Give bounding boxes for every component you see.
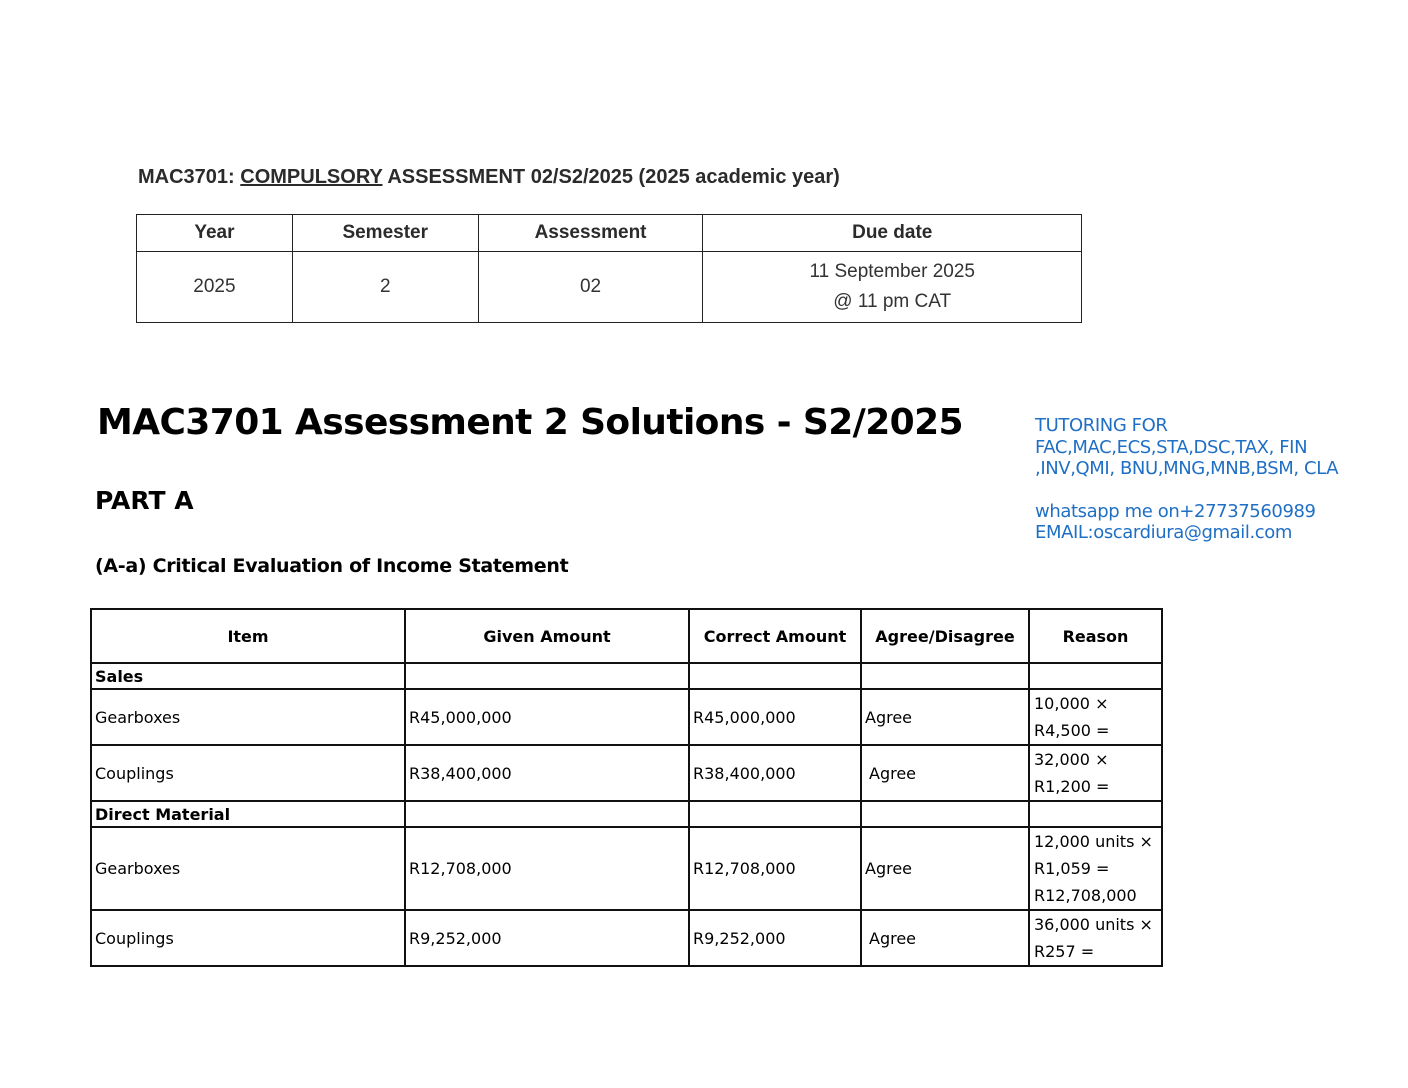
empty-cell <box>405 663 689 689</box>
agree-cell: Agree <box>861 910 1029 966</box>
col-correct-amount: Correct Amount <box>689 609 861 663</box>
item-cell: Couplings <box>91 910 405 966</box>
agree-cell: Agree <box>861 689 1029 745</box>
empty-cell <box>1029 663 1162 689</box>
page-title: MAC3701 Assessment 2 Solutions - S2/2025 <box>97 402 963 443</box>
empty-cell <box>405 801 689 827</box>
table-header-row <box>91 609 1162 663</box>
semester-value: 2 <box>292 252 478 323</box>
ad-line-2: FAC,MAC,ECS,STA,DSC,TAX, FIN <box>1035 436 1308 458</box>
table-row <box>91 910 1162 966</box>
given-amount-cell: R12,708,000 <box>405 827 689 910</box>
header-title-prefix: MAC3701: <box>138 166 241 188</box>
empty-cell <box>689 801 861 827</box>
col-agree-disagree: Agree/Disagree <box>861 609 1029 663</box>
assessment-value: 02 <box>478 252 703 323</box>
section-row-sales <box>91 663 1162 689</box>
agree-cell: Agree <box>861 827 1029 910</box>
reason-line: R1,200 = <box>1034 777 1110 796</box>
item-cell: Gearboxes <box>91 689 405 745</box>
empty-cell <box>689 663 861 689</box>
reason-line: 36,000 units × <box>1034 915 1153 934</box>
col-year: Year <box>137 215 293 252</box>
ad-email: EMAIL:oscardiura@gmail.com <box>1035 522 1293 543</box>
table-row <box>91 745 1162 801</box>
reason-cell <box>1029 689 1162 745</box>
correct-amount-cell: R38,400,000 <box>689 745 861 801</box>
reason-cell <box>1029 910 1162 966</box>
assessment-info-table <box>136 214 1082 323</box>
correct-amount-cell: R9,252,000 <box>689 910 861 966</box>
col-reason: Reason <box>1029 609 1162 663</box>
assessment-info-row <box>137 252 1082 323</box>
correct-amount-cell: R45,000,000 <box>689 689 861 745</box>
given-amount-cell: R9,252,000 <box>405 910 689 966</box>
section-label: Sales <box>91 663 405 689</box>
header-title-underlined: COMPULSORY <box>240 166 383 188</box>
table-row <box>91 689 1162 745</box>
given-amount-cell: R38,400,000 <box>405 745 689 801</box>
reason-cell <box>1029 745 1162 801</box>
empty-cell <box>861 801 1029 827</box>
assessment-info-header-row <box>137 215 1082 252</box>
col-given-amount: Given Amount <box>405 609 689 663</box>
table-row <box>91 827 1162 910</box>
part-heading: PART A <box>95 486 194 515</box>
header-title-suffix: ASSESSMENT 02/S2/2025 (2025 academic year) <box>382 166 840 188</box>
ad-spacer <box>1035 480 1338 501</box>
section-row-direct-material <box>91 801 1162 827</box>
section-label: Direct Material <box>91 801 405 827</box>
year-value: 2025 <box>137 252 293 323</box>
empty-cell <box>861 663 1029 689</box>
reason-line: 10,000 × <box>1034 694 1109 713</box>
col-due-date: Due date <box>703 215 1082 252</box>
reason-line: R257 = <box>1034 942 1095 961</box>
income-statement-table <box>90 608 1163 967</box>
ad-line-3: ,INV,QMI, BNU,MNG,MNB,BSM, CLA <box>1035 458 1339 479</box>
due-date-line2: @ 11 pm CAT <box>833 291 952 312</box>
empty-cell <box>1029 801 1162 827</box>
item-cell: Gearboxes <box>91 827 405 910</box>
section-heading: (A-a) Critical Evaluation of Income Statement <box>95 555 569 577</box>
reason-line: R4,500 = <box>1034 721 1110 740</box>
col-semester: Semester <box>292 215 478 252</box>
col-assessment: Assessment <box>478 215 703 252</box>
col-item: Item <box>91 609 405 663</box>
due-date-value <box>703 252 1082 323</box>
ad-whatsapp: whatsapp me on+27737560989 <box>1035 500 1316 522</box>
correct-amount-cell: R12,708,000 <box>689 827 861 910</box>
due-date-line1: 11 September 2025 <box>809 261 975 282</box>
reason-line: R12,708,000 <box>1034 886 1137 905</box>
ad-line-1: TUTORING FOR <box>1035 415 1168 436</box>
assessment-header-title <box>138 166 840 189</box>
reason-line: R1,059 = <box>1034 859 1110 878</box>
reason-cell <box>1029 827 1162 910</box>
reason-line: 32,000 × <box>1034 750 1109 769</box>
reason-line: 12,000 units × <box>1034 832 1153 851</box>
agree-cell: Agree <box>861 745 1029 801</box>
tutoring-ad <box>1035 415 1338 544</box>
item-cell: Couplings <box>91 745 405 801</box>
given-amount-cell: R45,000,000 <box>405 689 689 745</box>
